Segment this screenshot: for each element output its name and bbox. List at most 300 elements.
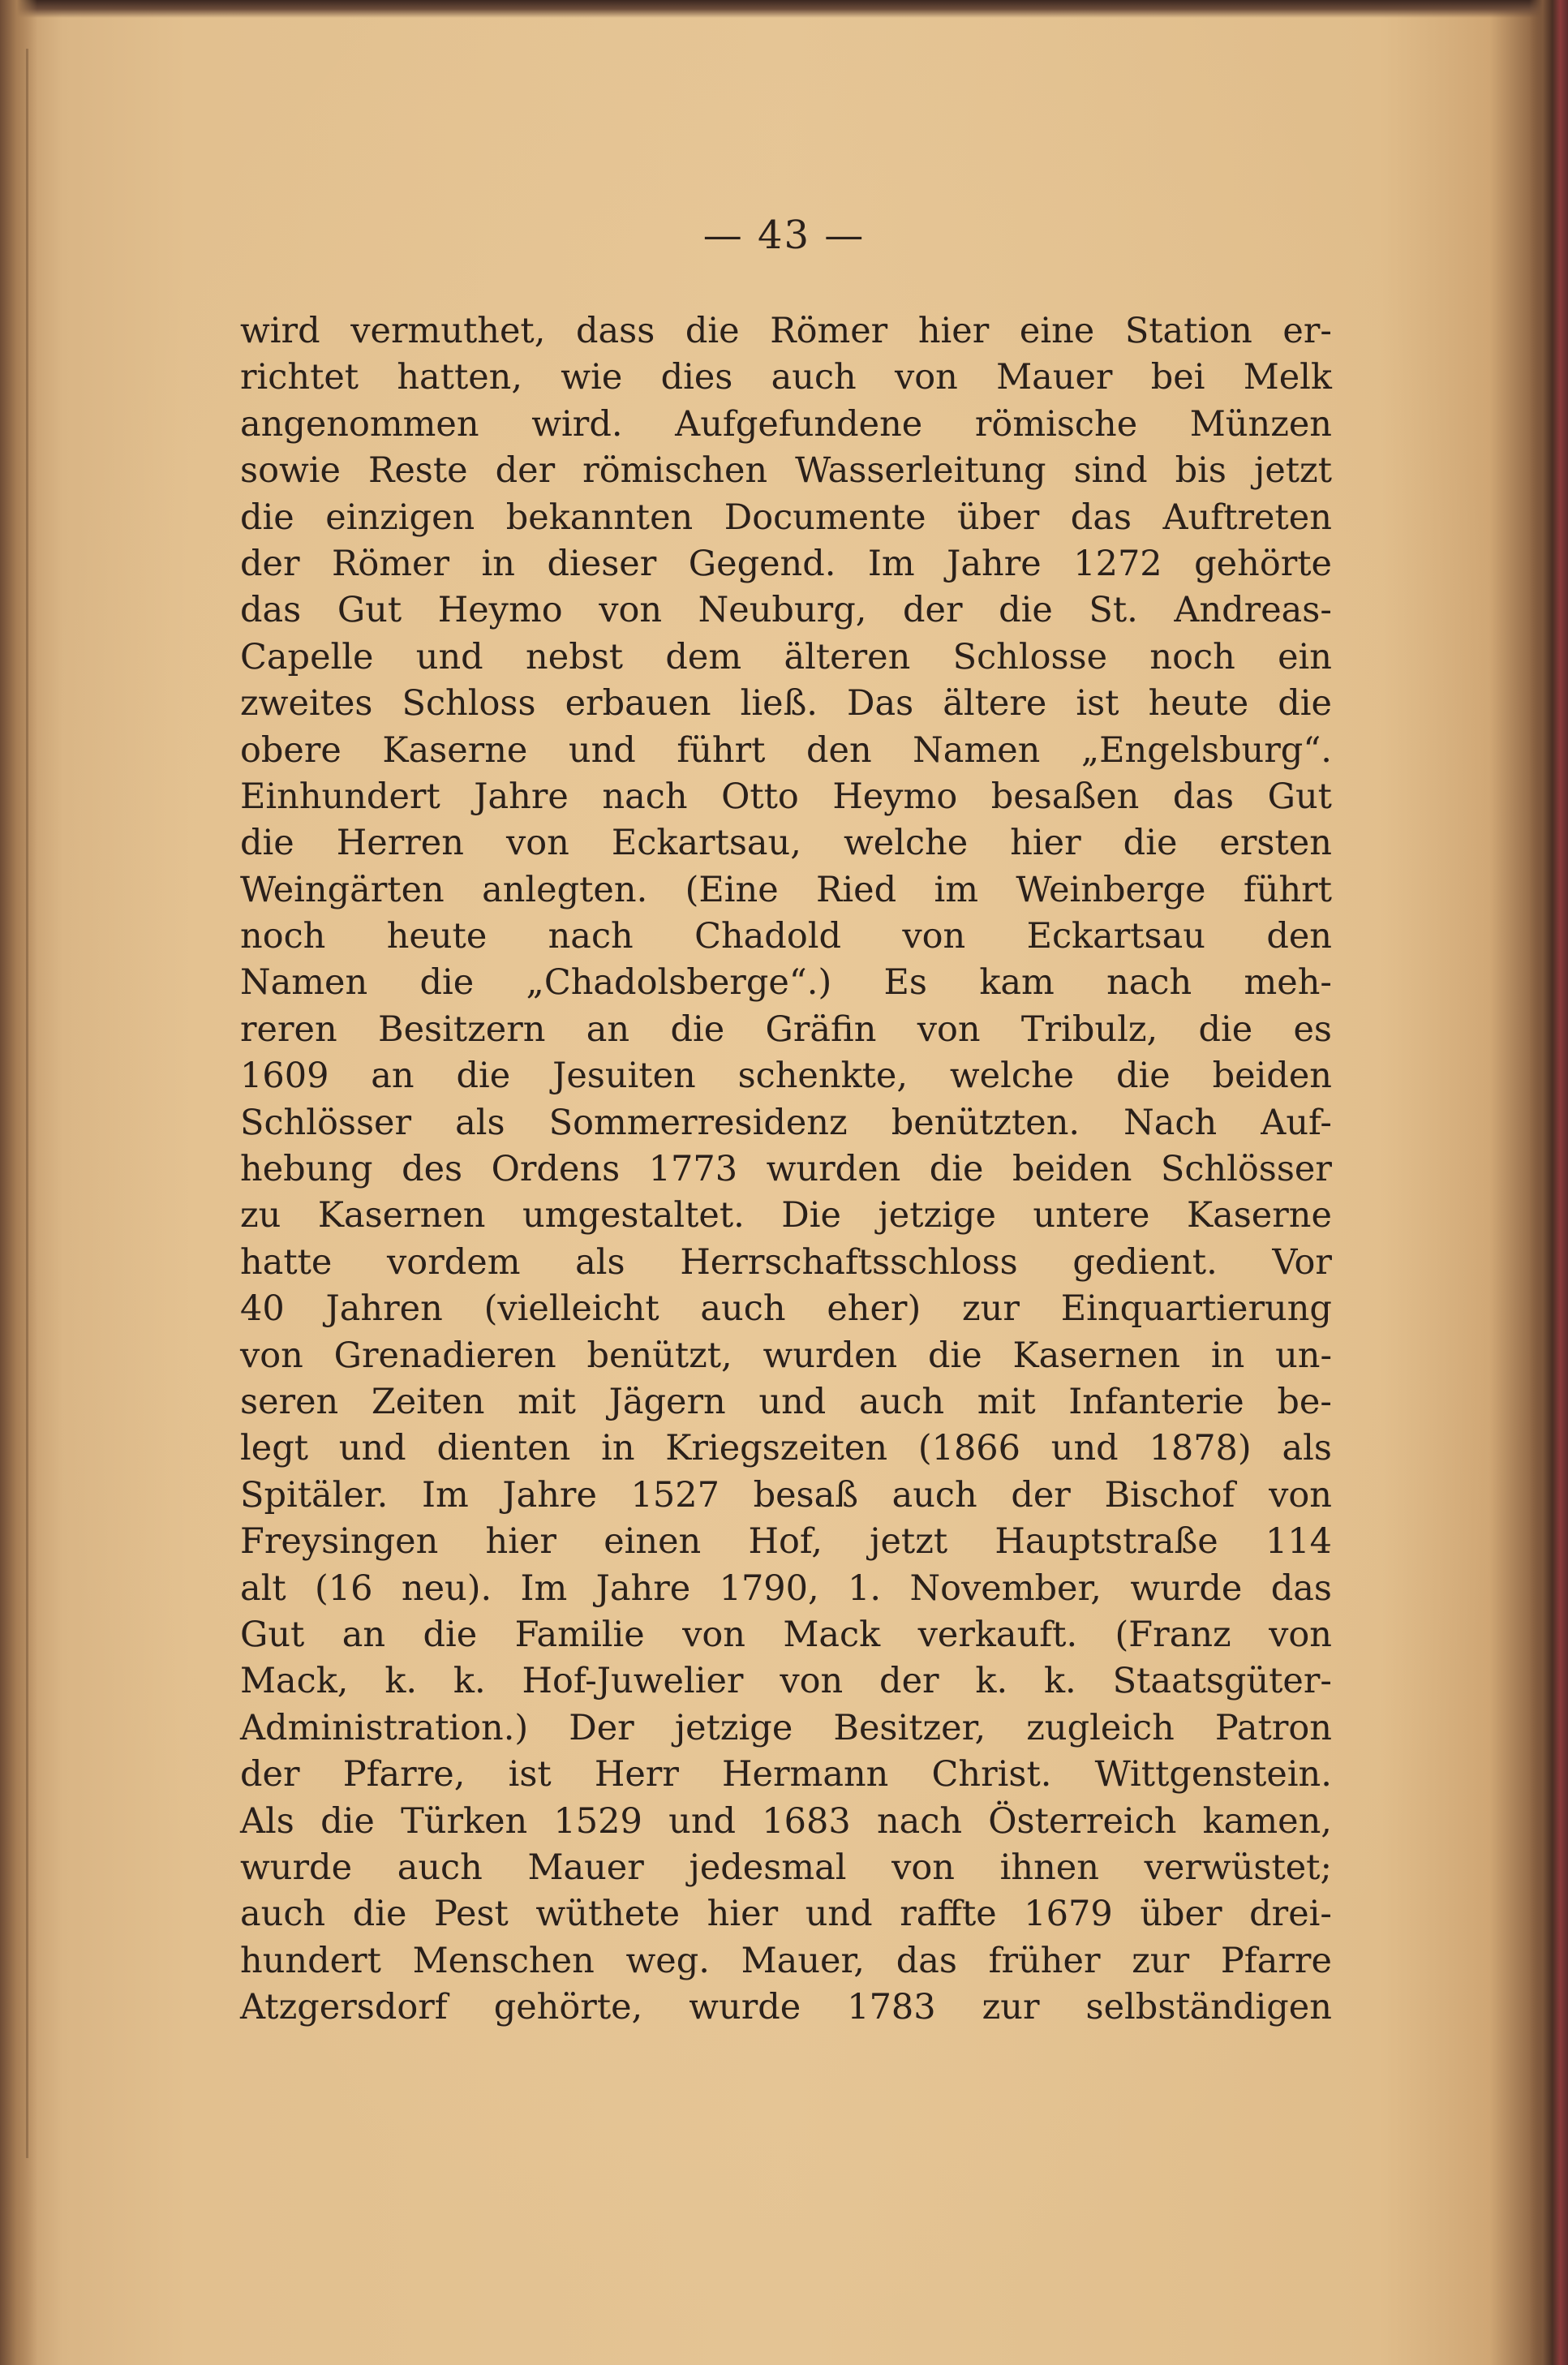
word: Nach — [1123, 1102, 1218, 1143]
text-line — [240, 960, 1332, 1006]
word: in — [481, 543, 515, 584]
word: St. — [1089, 590, 1138, 631]
word: umgestaltet. — [522, 1195, 745, 1236]
word: dieser — [547, 543, 657, 584]
word: die — [320, 1800, 375, 1842]
word: „Chadolsberge“.) — [526, 962, 832, 1004]
text-line — [240, 1473, 1332, 1519]
word: von — [1269, 1474, 1332, 1516]
word: zweites — [240, 683, 373, 725]
word: dienten — [436, 1428, 571, 1469]
word: Pfarre, — [342, 1754, 466, 1795]
word: Einquartierung — [1060, 1288, 1332, 1330]
word: Infanterie — [1068, 1381, 1244, 1422]
word: Tribulz, — [1020, 1008, 1158, 1050]
word: von — [240, 1335, 303, 1376]
word: und — [338, 1428, 406, 1469]
word: vordem — [387, 1241, 521, 1283]
word: ein — [1278, 636, 1332, 677]
word: raffte — [900, 1894, 997, 1935]
word: Vor — [1272, 1241, 1332, 1283]
word: Gut — [337, 590, 402, 631]
text-line — [240, 541, 1332, 587]
word: Mauer — [527, 1847, 644, 1888]
word: Namen — [913, 729, 1041, 771]
word: vermuthet, — [350, 311, 546, 351]
text-line — [240, 820, 1332, 866]
word: 1878) — [1149, 1428, 1252, 1469]
word: er- — [1282, 311, 1332, 351]
word: eher) — [827, 1288, 921, 1330]
word: Grenadieren — [333, 1335, 556, 1376]
word: Otto — [721, 776, 799, 817]
word: Neuburg, — [698, 590, 867, 631]
word: auch — [891, 1474, 977, 1516]
word: Namen — [240, 962, 368, 1004]
word: von — [505, 823, 569, 864]
word: das — [1070, 497, 1132, 538]
word: Wittgenstein. — [1094, 1754, 1332, 1795]
word: Freysingen — [240, 1521, 439, 1563]
word: Kriegszeiten — [665, 1428, 888, 1469]
word: Gut — [1267, 776, 1332, 817]
word: über — [957, 497, 1040, 538]
word: Weinberge — [1016, 869, 1206, 910]
word: (1866 — [917, 1428, 1021, 1469]
word: jetzt — [1254, 450, 1332, 492]
word: das — [896, 1940, 957, 1981]
page-top-edge — [0, 0, 1568, 18]
word: erbauen — [565, 683, 711, 725]
word: hatten, — [397, 357, 523, 398]
word: nach — [548, 916, 634, 957]
word: schenkte, — [737, 1056, 909, 1097]
word: Patron — [1214, 1707, 1332, 1748]
word: die — [1198, 1008, 1253, 1050]
word: selbständigen — [1085, 1987, 1332, 2028]
word: kam — [979, 962, 1055, 1004]
text-line — [240, 1612, 1332, 1658]
word: Station — [1124, 311, 1252, 351]
word: Besitzer, — [833, 1707, 986, 1748]
word: als — [455, 1102, 505, 1143]
word: Gegend. — [688, 543, 836, 584]
text-line — [240, 1193, 1332, 1239]
text-line — [240, 308, 1332, 355]
word: Wasserleitung — [795, 450, 1046, 492]
word: k. — [384, 1661, 418, 1702]
text-line — [240, 1333, 1332, 1379]
word: Sommerresidenz — [548, 1102, 848, 1143]
word: sowie — [240, 450, 341, 492]
word: als — [1282, 1428, 1332, 1469]
word: die — [419, 962, 475, 1004]
text-line — [240, 914, 1332, 960]
word: Jahre — [502, 1474, 597, 1516]
word: 1790, — [719, 1567, 819, 1609]
word: un- — [1275, 1335, 1332, 1376]
word: Ried — [816, 869, 897, 910]
word: die — [1123, 823, 1178, 864]
word: legt — [240, 1428, 309, 1469]
word: Einhundert — [240, 776, 440, 817]
word: Hof, — [748, 1521, 823, 1563]
word: sind — [1073, 450, 1148, 492]
word: und — [668, 1800, 737, 1842]
word: k. — [1044, 1661, 1076, 1702]
word: auch — [700, 1288, 786, 1330]
word: ersten — [1219, 823, 1332, 864]
word: 1773 — [648, 1149, 738, 1190]
word: Hauptstraße — [994, 1521, 1218, 1563]
word: die — [240, 823, 294, 864]
word: im — [934, 869, 979, 910]
word: neu). — [401, 1567, 492, 1609]
word: der — [1011, 1474, 1071, 1516]
word: als — [575, 1241, 625, 1283]
word: Herrschaftsschloss — [680, 1241, 1018, 1283]
word: Heymo — [832, 776, 958, 817]
word: zur — [962, 1288, 1020, 1330]
word: untere — [1033, 1195, 1150, 1236]
word: Gut — [240, 1614, 305, 1655]
word: Ordens — [491, 1149, 621, 1190]
word: Kasernen — [1012, 1335, 1181, 1376]
word: mit — [977, 1381, 1036, 1422]
word: an — [342, 1614, 386, 1655]
word: 40 — [240, 1288, 285, 1330]
word: wird — [240, 311, 320, 351]
text-line — [240, 1799, 1332, 1845]
text-line — [240, 681, 1332, 727]
word: 114 — [1265, 1521, 1332, 1563]
word: (vielleicht — [483, 1288, 659, 1330]
text-line — [240, 1705, 1332, 1752]
word: Familie — [514, 1614, 645, 1655]
word: Menschen — [412, 1940, 595, 1981]
word: der — [495, 450, 556, 492]
word: jedesmal — [689, 1847, 847, 1888]
word: von — [891, 1847, 955, 1888]
word: „Engelsburg“. — [1080, 729, 1332, 771]
word: verkauft. — [917, 1614, 1078, 1655]
word: in — [601, 1428, 635, 1469]
word: Die — [781, 1195, 841, 1236]
word: Documente — [724, 497, 926, 538]
word: von — [902, 916, 966, 957]
word: dies — [660, 357, 733, 398]
word: und — [568, 729, 636, 771]
text-line — [240, 1566, 1332, 1612]
word: Eckartsau, — [611, 823, 801, 864]
word: auch — [859, 1381, 945, 1422]
word: die — [240, 497, 294, 538]
page-number: — 43 — — [702, 213, 866, 258]
word: in — [1210, 1335, 1245, 1376]
binding-fold — [26, 49, 28, 2158]
word: Schlösser — [240, 1102, 412, 1143]
word: gedient. — [1072, 1241, 1218, 1283]
word: die — [929, 1149, 984, 1190]
text-line — [240, 1100, 1332, 1146]
word: Weingärten — [240, 869, 445, 910]
word: k. — [975, 1661, 1008, 1702]
word: hier — [917, 311, 990, 351]
text-line — [240, 448, 1332, 494]
word: kamen, — [1202, 1800, 1332, 1842]
word: (16 — [315, 1567, 373, 1609]
word: den — [805, 729, 872, 771]
word: Das — [847, 683, 914, 725]
word: angenommen — [240, 403, 479, 445]
word: und — [1050, 1428, 1119, 1469]
word: an — [371, 1056, 415, 1097]
word: Pfarre — [1220, 1940, 1332, 1981]
word: Auf- — [1261, 1102, 1332, 1143]
word: der — [879, 1661, 939, 1702]
word: Jahren — [325, 1288, 443, 1330]
word: Mack, — [240, 1661, 349, 1702]
word: Staatsgüter- — [1112, 1661, 1332, 1702]
word: 1783 — [847, 1987, 936, 2028]
word: alt — [240, 1567, 286, 1609]
word: der — [240, 1754, 300, 1795]
word: zur — [1132, 1940, 1190, 1981]
word: 1679 — [1024, 1894, 1113, 1935]
text-line — [240, 1658, 1332, 1705]
word: Kaserne — [382, 729, 528, 771]
word: einzigen — [325, 497, 475, 538]
word: Münzen — [1189, 403, 1332, 445]
word: welche — [949, 1056, 1075, 1097]
word: zu — [240, 1195, 281, 1236]
word: von — [599, 590, 663, 631]
word: 1609 — [240, 1056, 329, 1097]
word: Administration.) — [240, 1707, 529, 1748]
word: von — [894, 357, 958, 398]
word: Hof-Juwelier — [522, 1661, 744, 1702]
word: Spitäler. — [240, 1474, 389, 1516]
word: die — [999, 590, 1053, 631]
word: November, — [909, 1567, 1102, 1609]
word: und — [758, 1381, 827, 1422]
word: anlegten. — [482, 869, 648, 910]
word: Im — [520, 1567, 568, 1609]
word: ältere — [943, 683, 1047, 725]
word: benützt, — [586, 1335, 732, 1376]
word: die — [456, 1056, 511, 1097]
word: seren — [240, 1381, 339, 1422]
word: Schlösser — [1160, 1149, 1332, 1190]
word: richtet — [240, 357, 359, 398]
word: k. — [453, 1661, 486, 1702]
word: Jahre — [474, 776, 569, 817]
word: 1527 — [630, 1474, 720, 1516]
word: ihnen — [999, 1847, 1099, 1888]
word: wird. — [531, 403, 623, 445]
word: 1. — [848, 1567, 882, 1609]
word: hier — [707, 1894, 779, 1935]
word: Chadold — [694, 916, 841, 957]
word: Jägern — [608, 1381, 726, 1422]
word: (Eine — [685, 869, 779, 910]
word: an — [586, 1008, 630, 1050]
word: hier — [485, 1521, 556, 1563]
text-line — [240, 1286, 1332, 1332]
word: Besitzern — [378, 1008, 546, 1050]
word: die — [352, 1894, 407, 1935]
word: Christ. — [931, 1754, 1052, 1795]
word: 1529 — [553, 1800, 642, 1842]
word: noch — [1149, 636, 1235, 677]
word: besaß — [753, 1474, 858, 1516]
word: Pest — [434, 1894, 509, 1935]
word: Der — [569, 1707, 634, 1748]
word: 1683 — [762, 1800, 851, 1842]
word: hundert — [240, 1940, 381, 1981]
word: das — [1172, 776, 1235, 817]
text-line — [240, 1752, 1332, 1798]
text-line — [240, 774, 1332, 820]
text-line — [240, 587, 1332, 634]
word: Kasernen — [317, 1195, 486, 1236]
word: Auftreten — [1162, 497, 1332, 538]
word: meh- — [1244, 962, 1332, 1004]
text-line — [240, 1519, 1332, 1565]
text-line — [240, 1146, 1332, 1193]
word: Im — [421, 1474, 469, 1516]
word: das — [240, 590, 302, 631]
word: Andreas- — [1174, 590, 1332, 631]
word: römischen — [582, 450, 768, 492]
text-line — [240, 634, 1332, 681]
word: Eckartsau — [1026, 916, 1205, 957]
word: wurde — [689, 1987, 801, 2028]
word: dass — [575, 311, 655, 351]
word: bekannten — [505, 497, 694, 538]
word: Jahre — [595, 1567, 691, 1609]
word: die — [685, 311, 740, 351]
word: hebung — [240, 1149, 373, 1190]
word: die — [1278, 683, 1332, 725]
word: be- — [1277, 1381, 1332, 1422]
word: früher — [988, 1940, 1101, 1981]
word: die — [423, 1614, 478, 1655]
word: Mack — [783, 1614, 881, 1655]
word: führt — [677, 729, 766, 771]
word: Als — [240, 1800, 294, 1842]
word: nach — [602, 776, 688, 817]
word: die — [927, 1335, 982, 1376]
word: es — [1293, 1008, 1332, 1050]
word: wurde — [240, 1847, 353, 1888]
text-line — [240, 1425, 1332, 1472]
word: Herren — [336, 823, 464, 864]
word: Capelle — [240, 636, 374, 677]
text-line — [240, 867, 1332, 914]
word: Römer — [332, 543, 450, 584]
word: Schloss — [402, 683, 536, 725]
word: beiden — [1212, 1056, 1332, 1097]
word: verwüstet; — [1144, 1847, 1332, 1888]
word: von — [1269, 1614, 1332, 1655]
word: Türken — [401, 1800, 528, 1842]
word: reren — [240, 1008, 337, 1050]
word: wurde — [1130, 1567, 1243, 1609]
word: ist — [1076, 683, 1119, 725]
word: wurden — [766, 1149, 901, 1190]
word: den — [1266, 916, 1332, 957]
word: Reste — [367, 450, 468, 492]
word: auch — [397, 1847, 483, 1888]
word: zur — [982, 1987, 1040, 2028]
text-line — [240, 1938, 1332, 1984]
word: Schlosse — [952, 636, 1108, 677]
word: der — [240, 543, 300, 584]
word: jetzige — [674, 1707, 793, 1748]
text-line — [240, 728, 1332, 774]
word: führt — [1243, 869, 1332, 910]
word: Jahre — [947, 543, 1042, 584]
word: wie — [561, 357, 623, 398]
word: auch — [240, 1894, 326, 1935]
word: eine — [1019, 311, 1095, 351]
text-line — [240, 402, 1332, 448]
word: des — [402, 1149, 463, 1190]
word: (Franz — [1115, 1614, 1231, 1655]
word: auch — [771, 357, 857, 398]
word: Im — [867, 543, 915, 584]
word: Kaserne — [1186, 1195, 1332, 1236]
word: gehörte, — [493, 1987, 643, 2028]
word: Es — [883, 962, 927, 1004]
word: nebst — [526, 636, 624, 677]
word: nach — [876, 1800, 963, 1842]
word: heute — [386, 916, 488, 957]
word: bis — [1175, 450, 1226, 492]
word: ist — [508, 1754, 552, 1795]
word: gehörte — [1194, 543, 1332, 584]
word: die — [670, 1008, 725, 1050]
word: einen — [604, 1521, 702, 1563]
word: hier — [1010, 823, 1081, 864]
text-line — [240, 495, 1332, 541]
word: obere — [240, 729, 342, 771]
word: Atzgersdorf — [240, 1987, 448, 2028]
word: Mauer — [996, 357, 1113, 398]
word: besaßen — [990, 776, 1140, 817]
word: jetzt — [870, 1521, 948, 1563]
word: Herr — [594, 1754, 679, 1795]
word: Melk — [1243, 357, 1332, 398]
word: drei- — [1249, 1894, 1332, 1935]
word: ließ. — [740, 683, 818, 725]
word: Hermann — [722, 1754, 889, 1795]
word: von — [917, 1008, 981, 1050]
word: dem — [665, 636, 742, 677]
word: jetzige — [878, 1195, 996, 1236]
word: 1272 — [1073, 543, 1162, 584]
word: Römer — [770, 311, 888, 351]
text-line — [240, 1007, 1332, 1053]
book-spine-edge — [1529, 0, 1568, 2365]
word: die — [1115, 1056, 1171, 1097]
text-line — [240, 1240, 1332, 1286]
text-line — [240, 1379, 1332, 1425]
word: nach — [1106, 962, 1192, 1004]
text-line — [240, 1984, 1332, 2031]
word: mit — [518, 1381, 576, 1422]
